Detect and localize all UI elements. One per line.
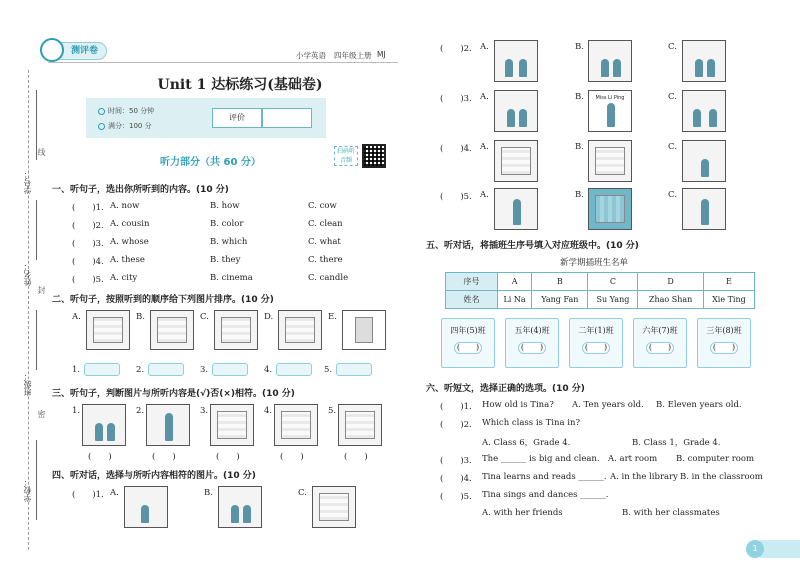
s4-q1-b-pic[interactable] [218,486,262,528]
s4-q2-c-pic[interactable] [682,40,726,82]
s1-q2-a: A. cousin [110,219,150,229]
s1-q5-num: ( )5. [72,275,104,285]
s4-q3-c-pic[interactable] [682,90,726,132]
s6-q2-question: Which class is Tina in? [482,418,581,428]
s5-class-name-1: 四年(5)班 [450,326,486,335]
section5-title: 五、听对话，将插班生序号填入对应班级中。(10 分) [426,241,639,251]
s1-q5-a: A. city [110,273,138,283]
s1-q5-c: C. candle [308,273,349,283]
full-score-line [98,121,152,131]
mascot-icon [40,38,64,62]
s1-q3-num: ( )3. [72,239,104,249]
s3-paren-2[interactable]: ( ) [152,452,176,462]
s6-q3-b: B. computer room [676,454,755,464]
section6-title: 六、听短文，选择正确的选项。(10 分) [426,384,585,394]
s1-q1-c: C. cow [308,201,337,211]
s2-answer-box-3[interactable] [212,363,248,376]
s4-q1-c-label: C. [298,488,307,498]
s4-q4-c-label: C. [668,142,677,152]
s4-q3-b-label: B. [575,92,584,102]
table-row [446,291,755,309]
s2-pic-e-chair [342,310,386,350]
student-id-label: 学号： [23,170,32,194]
s1-q4-num: ( )4. [72,257,104,267]
class-label: 班级： [23,372,32,396]
s4-q2-a-label: A. [480,42,489,52]
s3-pic-3-library [210,404,254,446]
s1-q4-c: C. there [308,255,343,265]
s6-q4-question: Tina learns and reads ______. [482,472,607,482]
s4-q3-a-label: A. [480,92,489,102]
s5-name-table [445,272,755,309]
s3-paren-1[interactable]: ( ) [88,452,112,462]
s2-answer-box-4[interactable] [276,363,312,376]
s2-pic-label-d: D. [264,312,274,322]
s6-q1-question: How old is Tina? [482,400,554,410]
s2-answer-box-1[interactable] [84,363,120,376]
s5-name-c: Su Yang [588,291,638,309]
s4-q3-c-label: C. [668,92,677,102]
score-box [86,98,326,138]
table-row [446,273,755,291]
s4-q3-num: ( )3. [440,94,472,104]
time-line [98,106,154,116]
s4-q1-a-label: A. [110,488,119,498]
s5-class-paren-5[interactable]: ( ) [710,342,738,354]
school-line [36,440,37,520]
sign-text: Miss Li Ping [595,95,625,101]
class-line [36,310,37,370]
time-text: 时间：50 分钟 [108,107,155,115]
s3-paren-4[interactable]: ( ) [280,452,304,462]
s6-q3-num: ( )3. [440,456,472,466]
s5-name-b: Yang Fan [532,291,588,309]
s2-pic-c-computer-room [214,310,258,350]
s1-q3-a: A. whose [110,237,149,247]
s5-class-name-4: 六年(7)班 [642,326,678,335]
s4-q1-a-pic[interactable] [124,486,168,528]
s2-ans-label-4: 4. [264,365,273,375]
s2-answer-box-5[interactable] [336,363,372,376]
s4-q4-a-label: A. [480,142,489,152]
seal-char-dense: 密 [37,410,46,418]
s2-pic-label-e: E. [328,312,337,322]
s1-q2-b: B. color [210,219,244,229]
page-number-bar [760,540,800,558]
check-icon [98,123,105,130]
grade-label: 四年级上册 [334,51,372,60]
s3-pic-2-teacher [146,404,190,446]
s4-q2-a-pic[interactable] [494,40,538,82]
s5-letter-b: B [532,273,588,291]
s4-q2-num: ( )2. [440,44,472,54]
s5-name-a: Li Na [498,291,532,309]
section1-title: 一、听句子，选出你所听到的内容。(10 分) [52,185,229,195]
s3-pic-label-4: 4. [264,406,273,416]
clock-icon [98,108,105,115]
s5-class-card-5[interactable] [697,318,751,368]
s5-row1-label: 序号 [446,273,498,291]
s4-q2-c-label: C. [668,42,677,52]
s6-q1-num: ( )1. [440,402,472,412]
s3-pic-5-school [338,404,382,446]
s2-pic-label-a: A. [72,312,81,322]
s5-row2-label: 姓名 [446,291,498,309]
s1-q5-b: B. cinema [210,273,253,283]
s5-class-name-2: 五年(4)班 [514,326,550,335]
s6-q4-a: A. in the library [610,472,678,482]
s3-pic-label-2: 2. [136,406,145,416]
s6-q5-question: Tina sings and dances ______. [482,490,609,500]
s5-class-card-3[interactable] [569,318,623,368]
s4-q4-c-pic[interactable] [682,140,726,182]
s5-name-e: Xie Ting [703,291,754,309]
s6-q2-b: B. Class 1，Grade 4. [632,438,721,448]
s5-class-card-1[interactable] [441,318,495,368]
s1-q3-b: B. which [210,237,248,247]
s4-q5-a-pic[interactable] [494,188,538,230]
s4-q5-b-label: B. [575,190,584,200]
s2-ans-label-3: 3. [200,365,209,375]
s1-q2-num: ( )2. [72,221,104,231]
exam-badge: 测评卷 [48,42,107,60]
seal-char-seal: 封 [37,286,46,294]
s3-pic-1-girl-boy [82,404,126,446]
s5-class-card-4[interactable] [633,318,687,368]
s4-q3-a-pic[interactable] [494,90,538,132]
s5-letter-c: C [588,273,638,291]
s5-class-paren-3[interactable]: ( ) [582,342,610,354]
s4-q1-c-pic[interactable] [312,486,356,528]
s3-pic-4-park [274,404,318,446]
s1-q1-num: ( )1. [72,203,104,213]
page-number: 1 [746,540,764,558]
s4-q4-a-pic[interactable] [494,140,538,182]
qr-tag: 扫码听音频 [334,146,358,166]
s4-q2-b-label: B. [575,42,584,52]
s2-ans-label-2: 2. [136,365,145,375]
s4-q5-c-label: C. [668,190,677,200]
score-label-cell: 评价 [212,108,262,128]
seal-char-line: 线 [37,148,46,156]
section4-title: 四、听对话，选择与所听内容相符的图片。(10 分) [52,471,256,481]
s5-class-name-5: 三年(8)班 [706,326,742,335]
s4-q5-a-label: A. [480,190,489,200]
s4-q1-b-label: B. [204,488,213,498]
s3-pic-label-1: 1. [72,406,81,416]
s1-q1-b: B. how [210,201,240,211]
s3-paren-3[interactable]: ( ) [216,452,240,462]
s2-pic-label-b: B. [136,312,145,322]
s6-q1-b: B. Eleven years old. [656,400,742,410]
s5-class-paren-2[interactable]: ( ) [518,342,546,354]
s1-q4-a: A. these [110,255,145,265]
name-line [36,200,37,260]
section2-title: 二、听句子，按照听到的顺序给下列图片排序。(10 分) [52,295,274,305]
s5-name-d: Zhao Shan [638,291,703,309]
s5-letter-d: D [638,273,703,291]
s5-class-paren-1[interactable]: ( ) [454,342,482,354]
s3-pic-label-3: 3. [200,406,209,416]
full-score-text: 满分：100 分 [108,122,152,130]
s1-q2-c: C. clean [308,219,343,229]
s2-pic-a-building [86,310,130,350]
s6-q4-b: B. in the classroom [680,472,763,482]
s4-q4-num: ( )4. [440,144,472,154]
s3-paren-5[interactable]: ( ) [344,452,368,462]
s6-q5-num: ( )5. [440,492,472,502]
s4-q4-b-pic[interactable] [588,140,632,182]
s4-q1-num: ( )1. [72,490,104,500]
s5-class-paren-4[interactable]: ( ) [646,342,674,354]
s2-ans-label-1: 1. [72,365,81,375]
edition-label: MJ [377,50,386,59]
s2-pic-d-playground [278,310,322,350]
s6-q3-a: A. art room [608,454,658,464]
subject-label: 小学英语 [296,51,326,60]
name-label: 姓名： [23,262,32,286]
s2-ans-label-5: 5. [324,365,333,375]
s6-q5-b: B. with her classmates [622,508,720,518]
section3-title: 三、听句子，判断图片与所听内容是(√)否(×)相符。(10 分) [52,389,295,399]
s3-pic-label-5: 5. [328,406,337,416]
s4-q2-b-pic[interactable] [588,40,632,82]
s6-q2-num: ( )2. [440,420,472,430]
s1-q4-b: B. they [210,255,241,265]
school-label: 学校： [23,478,32,502]
s4-q5-b-pic[interactable] [588,188,632,230]
s6-q4-num: ( )4. [440,474,472,484]
s4-q5-c-pic[interactable] [682,188,726,230]
s5-letter-e: E [703,273,754,291]
s6-q5-a: A. with her friends [482,508,563,518]
s4-q3-b-pic[interactable] [588,90,632,132]
s5-letter-a: A [498,273,532,291]
s2-pic-label-c: C. [200,312,209,322]
qr-code-icon[interactable] [362,144,386,168]
s6-q1-a: A. Ten years old. [572,400,644,410]
page-title: Unit 1 达标练习(基础卷) [157,77,323,93]
s2-answer-box-2[interactable] [148,363,184,376]
score-input-cell[interactable] [262,108,312,128]
s6-q2-a: A. Class 6，Grade 4. [482,438,571,448]
s1-q3-c: C. what [308,237,341,247]
s2-pic-b-classroom [150,310,194,350]
header-divider [48,62,398,63]
s5-table-title: 新学期插班生名单 [560,258,629,268]
s5-class-card-2[interactable] [505,318,559,368]
s4-q5-num: ( )5. [440,192,472,202]
s1-q1-a: A. now [110,201,140,211]
s5-class-name-3: 二年(1)班 [578,326,614,335]
listening-part-title: 听力部分（共 60 分） [160,157,261,168]
s4-q4-b-label: B. [575,142,584,152]
s6-q3-question: The ______ is big and clean. [482,454,600,464]
